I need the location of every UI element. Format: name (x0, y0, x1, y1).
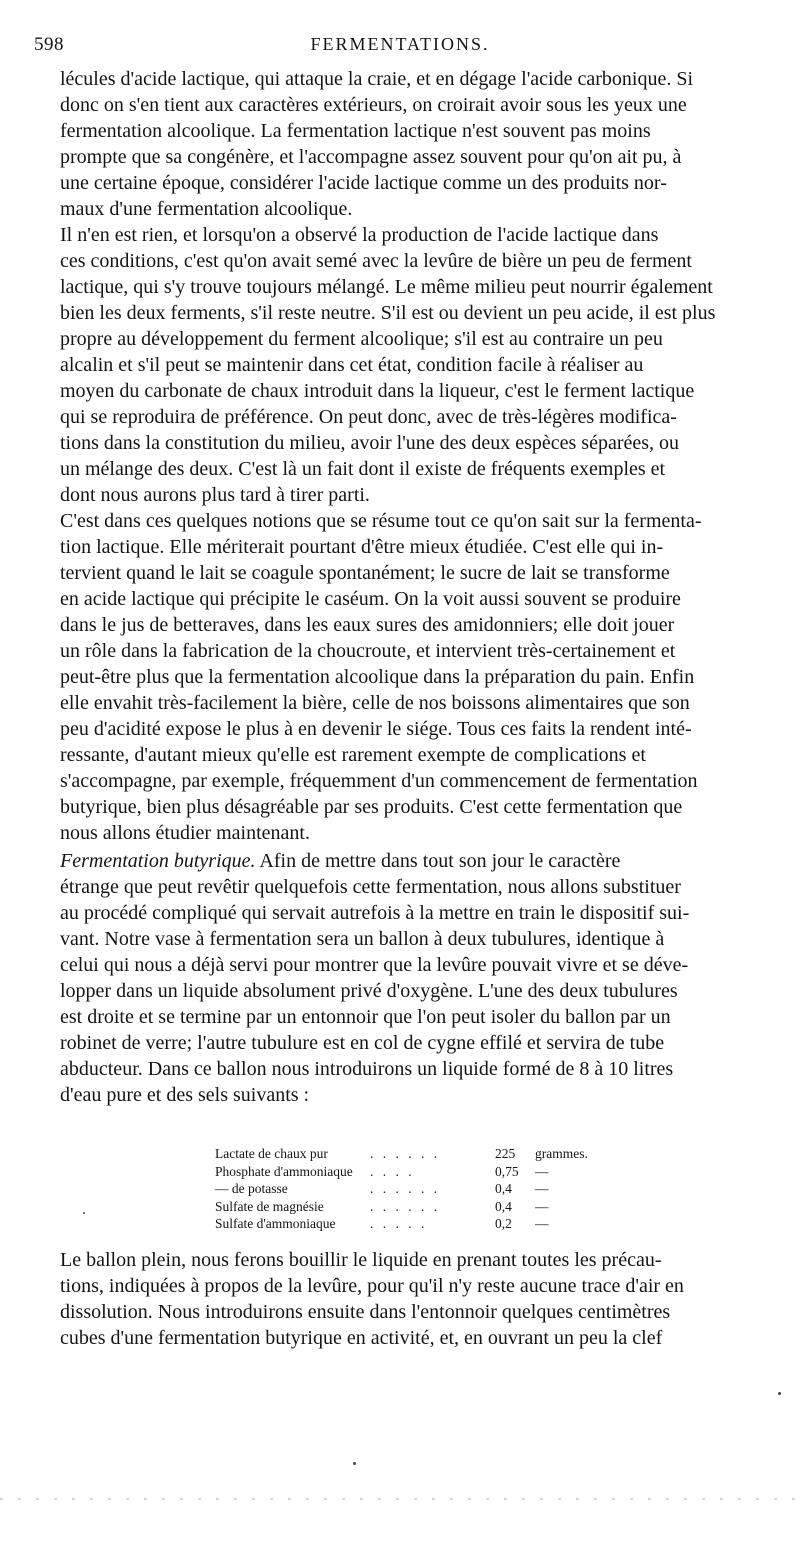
scan-speck (353, 1462, 356, 1465)
text-line: un mélange des deux. C'est là un fait dont il existe de fréquents exemples et (60, 458, 666, 480)
text-line: lécules d'acide lactique, qui attaque la craie, et en dégage l'acide carbonique. Si (60, 68, 694, 90)
text-line: robinet de verre; l'autre tubulure est en col de cygne effilé et servira de tube (60, 1032, 665, 1054)
text-line: elle envahit très-facilement la bière, celle de nos boissons alimentaires que son (60, 692, 690, 714)
salt-name: Lactate de chaux pur (215, 1146, 328, 1161)
text-line: vant. Notre vase à fermentation sera un ballon à deux tubulures, identique à (60, 928, 665, 950)
text-line: Il n'en est rien, et lorsqu'on a observé la production de l'acide lactique dans (60, 224, 659, 246)
text-line: cubes d'une fermentation butyrique en activité, et, en ouvrant un peu la clef (60, 1327, 663, 1349)
leader-dots: . . . . (370, 1163, 415, 1179)
text-line: prompte que sa congénère, et l'accompagne assez souvent pour qu'on ait pu, à (60, 146, 682, 168)
salt-unit: grammes. (535, 1146, 588, 1161)
leader-dots: . . . . . . (370, 1181, 441, 1196)
text-line: en acide lactique qui précipite le caséum. On la voit aussi souvent se produire (60, 588, 681, 610)
table-row (215, 1215, 615, 1233)
salt-unit: — (535, 1198, 549, 1214)
leader-dots: . . . . . (370, 1216, 428, 1231)
text-line: dans le jus de betteraves, dans les eaux sures des amidonniers; elle doit jouer (60, 614, 675, 636)
leader-dots: . . . . . . (370, 1146, 441, 1161)
text-line: est droite et se termine par un entonnoir que l'on peut isoler du ballon par un (60, 1006, 671, 1028)
scan-speck (778, 1392, 781, 1395)
text-line: Afin de mettre dans tout son jour le caractère (255, 850, 621, 872)
table-row (215, 1145, 615, 1163)
text-line: dont nous aurons plus tard à tirer parti. (60, 484, 370, 506)
text-line: d'eau pure et des sels suivants : (60, 1084, 310, 1106)
salt-unit: — (535, 1216, 549, 1231)
text-line: tions dans la constitution du milieu, avoir l'une des deux espèces séparées, ou (60, 432, 680, 454)
text-line: une certaine époque, considérer l'acide lactique comme un des produits nor- (60, 172, 667, 194)
text-line: donc on s'en tient aux caractères extérieurs, on croirait avoir sous les yeux une (60, 94, 687, 116)
scan-speck (83, 1212, 85, 1214)
section-first-line (60, 848, 763, 874)
table-row (215, 1198, 615, 1216)
text-line: Le ballon plein, nous ferons bouillir le liquide en prenant toutes les précau- (60, 1249, 662, 1271)
text-line: lactique, qui s'y trouve toujours mélangé. Le même milieu peut nourrir également (60, 276, 713, 298)
salt-unit: — (535, 1163, 549, 1179)
salt-quantity: 0,2 (495, 1216, 512, 1231)
text-line: peu d'acidité expose le plus à en devenir le siége. Tous ces faits la rendent inté- (60, 718, 692, 740)
text-line: peut-être plus que la fermentation alcoolique dans la préparation du pain. Enfin (60, 666, 695, 688)
text-line: C'est dans ces quelques notions que se résume tout ce qu'on sait sur la fermenta- (60, 510, 702, 532)
text-line: qui se reproduira de préférence. On peut donc, avec de très-légères modifica- (60, 406, 677, 428)
salt-quantity: 0,4 (495, 1181, 512, 1196)
text-line: moyen du carbonate de chaux introduit dans la liqueur, c'est le ferment lactique (60, 380, 695, 402)
text-line: propre au développement du ferment alcoolique; s'il est au contraire un peu (60, 328, 663, 350)
text-line: s'accompagne, par exemple, fréquemment d'un commencement de fermentation (60, 770, 698, 792)
table-row (215, 1180, 615, 1198)
text-line: au procédé compliqué qui servait autrefois à la mettre en train le dispositif sui- (60, 902, 690, 924)
text-line: un rôle dans la fabrication de la choucroute, et intervient très-certainement et (60, 640, 676, 662)
scan-noise (0, 1498, 800, 1500)
salt-name: Phosphate d'ammoniaque (215, 1163, 353, 1179)
text-line: butyrique, bien plus désagréable par ses produits. C'est cette fermentation que (60, 796, 683, 818)
text-line: abducteur. Dans ce ballon nous introduirons un liquide formé de 8 à 10 litres (60, 1058, 674, 1080)
running-title: FERMENTATIONS. (310, 34, 490, 54)
text-line: maux d'une fermentation alcoolique. (60, 198, 353, 220)
text-line: ces conditions, c'est qu'on avait semé avec la levûre de bière un peu de ferment (60, 250, 692, 272)
text-line: tervient quand le lait se coagule spontanément; le sucre de lait se transforme (60, 562, 670, 584)
text-line: alcalin et s'il peut se maintenir dans cet état, condition facile à réaliser au (60, 354, 644, 376)
salt-quantity: 0,75 (495, 1163, 519, 1179)
text-line: dissolution. Nous introduirons ensuite dans l'entonnoir quelques centimètres (60, 1301, 671, 1323)
text-line: lopper dans un liquide absolument privé d'oxygène. L'une des deux tubulures (60, 980, 678, 1002)
salt-unit: — (535, 1181, 549, 1196)
salt-name: — de potasse (215, 1181, 288, 1196)
table-row (215, 1163, 615, 1181)
text-line: celui qui nous a déjà servi pour montrer que la levûre pouvait vivre et se déve- (60, 954, 689, 976)
text-line: tion lactique. Elle mériterait pourtant d'être mieux étudiée. C'est elle qui in- (60, 536, 664, 558)
text-line: nous allons étudier maintenant. (60, 822, 310, 844)
text-line: fermentation alcoolique. La fermentation lactique n'est souvent pas moins (60, 120, 651, 142)
section-heading: Fermentation butyrique. (60, 850, 256, 872)
text-line: bien les deux ferments, s'il reste neutre. S'il est ou devient un peu acide, il est plus (60, 302, 716, 324)
text-line: étrange que peut revêtir quelquefois cette fermentation, nous allons substituer (60, 876, 681, 898)
salts-table (215, 1145, 615, 1233)
text-line: ressante, d'autant mieux qu'elle est rarement exempte de complications et (60, 744, 646, 766)
page-header (34, 34, 766, 56)
salt-quantity: 0,4 (495, 1198, 512, 1214)
text-line: tions, indiquées à propos de la levûre, pour qu'il n'y reste aucune trace d'air en (60, 1275, 684, 1297)
salt-name: Sulfate de magnésie (215, 1198, 324, 1214)
leader-dots: . . . . . . (370, 1198, 441, 1214)
page-number: 598 (34, 34, 64, 55)
salt-name: Sulfate d'ammoniaque (215, 1216, 336, 1231)
salt-quantity: 225 (495, 1146, 516, 1161)
